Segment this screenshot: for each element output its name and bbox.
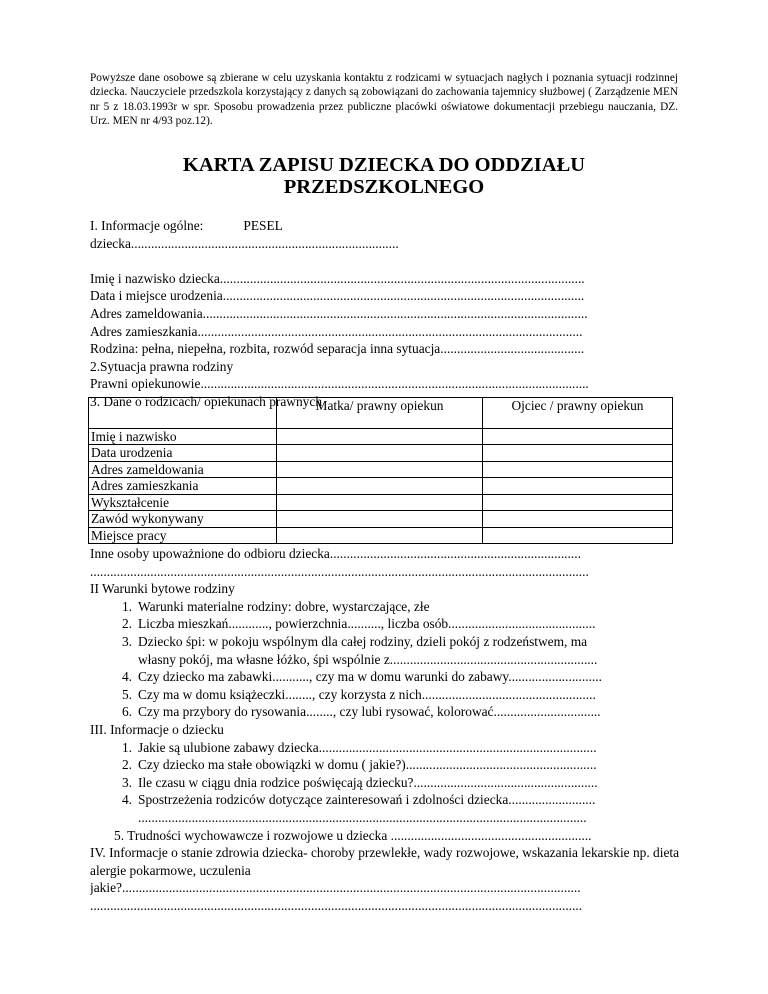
father-cell[interactable] [483, 511, 673, 528]
list-item [90, 615, 680, 633]
list-item [90, 791, 680, 809]
item-text[interactable]: Jakie są ulubione zabawy dziecka................................................................................... [138, 739, 597, 755]
father-cell[interactable] [483, 494, 673, 511]
item-text[interactable]: Dziecko śpi: w pokoju wspólnym dla całej rodziny, dzieli pokój z rodzeństwem, ma [138, 633, 588, 649]
child-name-field[interactable]: Imię i nazwisko dziecka............................................................................................................. [90, 270, 585, 286]
residence-address-field[interactable]: Adres zamieszkania................................................................................................................... [90, 323, 583, 339]
blank-spacer [90, 252, 680, 270]
father-cell[interactable] [483, 478, 673, 495]
item-text[interactable]: Warunki materialne rodziny: dobre, wystarczające, złe [138, 598, 430, 614]
authorized-persons-field[interactable]: Inne osoby upoważnione do odbioru dziecka........................................................................... [90, 546, 581, 561]
list-item [90, 703, 680, 721]
list-item [90, 686, 680, 704]
table-row [89, 461, 673, 478]
item-text[interactable]: Czy ma w domu książeczki........, czy korzysta z nich.................................................... [138, 686, 596, 702]
section-1-heading: I. Informacje ogólne: [90, 218, 204, 233]
mother-cell[interactable] [277, 494, 483, 511]
item-text[interactable]: Czy dziecko ma zabawki..........., czy ma w domu warunki do zabawy............................ [138, 669, 602, 685]
list-item-continuation[interactable]: ...................................................................................................................................... [138, 809, 587, 825]
health-info-continuation[interactable]: ................................................................................................................................................... [90, 897, 583, 913]
item-number: 2. [121, 616, 132, 632]
parents-table [88, 397, 673, 544]
section-3-heading: III. Informacje o dziecku [90, 721, 224, 737]
additional-info-section [90, 545, 680, 914]
legal-guardians-field[interactable]: Prawni opiekunowie.................................................................................................................... [90, 376, 589, 392]
mother-cell[interactable] [277, 527, 483, 544]
page-title [90, 154, 678, 198]
general-info-section [90, 217, 680, 411]
legal-situation-heading: 2.Sytuacja prawna rodziny [90, 358, 234, 374]
item-number: 1. [121, 739, 132, 755]
birth-date-place-field[interactable]: Data i miejsce urodzenia............................................................................................................ [90, 288, 585, 304]
item-number: 3. [121, 633, 132, 649]
table-header-row [89, 398, 673, 414]
father-cell[interactable] [483, 428, 673, 445]
title-line-1: KARTA ZAPISU DZIECKA DO ODDZIAŁU [182, 154, 586, 176]
item-text[interactable]: Spostrzeżenia rodziców dotyczące zainteresowań i zdolności dziecka.......................... [138, 792, 596, 808]
table-row [89, 511, 673, 528]
list-item [90, 774, 680, 792]
family-status-field[interactable]: Rodzina: pełna, niepełna, rozbita, rozwód separacja inna sytuacja........................................... [90, 341, 585, 357]
mother-cell[interactable] [277, 511, 483, 528]
table-row [89, 478, 673, 495]
section-4-heading: IV. Informacje o stanie zdrowia dziecka- choroby przewlekłe, wady rozwojowe, wskazania lekarskie np. dieta alergie pokarmowe, uczulenia [90, 845, 680, 878]
table-row [89, 494, 673, 511]
table-corner-cell [89, 398, 277, 414]
item-number: 3. [121, 774, 132, 790]
list-item [90, 633, 680, 651]
table-header-spacer [89, 414, 673, 429]
mother-column-header: Matka/ prawny opiekun [277, 398, 483, 414]
mother-cell[interactable] [277, 478, 483, 495]
item-number: 4. [121, 792, 132, 808]
table-row [89, 527, 673, 544]
row-label: Wykształcenie [89, 494, 277, 511]
list-item [90, 756, 680, 774]
privacy-notice: Powyższe dane osobowe są zbierane w celu uzyskania kontaktu z rodzicami w sytuacjach nagłych i poznania sytuacji rodzinnej dziecka. Nauczyciele przedszkola korzystający z danych są zobowiązani do zachowania tajemnicy służbowej ( Zarządzenie MEN nr 5 z 18.03.1993r w spr. Sposobu prowadzenia przez publiczne placówki oświatowe dokumentacji przebiegu nauczania, DZ. Urz. MEN nr 4/93 poz.12). [90, 72, 678, 128]
mother-cell[interactable] [277, 428, 483, 445]
item-text[interactable]: Czy dziecko ma stałe obowiązki w domu ( jakie?)......................................................... [138, 757, 597, 773]
section-2-heading: II Warunki bytowe rodziny [90, 581, 235, 597]
item-text[interactable]: Czy ma przybory do rysowania........, czy lubi rysować, kolorować................................ [138, 704, 601, 720]
item-text[interactable]: Ile czasu w ciągu dnia rodzice poświęcają dziecku?....................................................... [138, 774, 598, 790]
pesel-field[interactable]: dziecka................................................................................ [90, 235, 399, 251]
registered-address-field[interactable]: Adres zameldowania................................................................................................................... [90, 305, 588, 321]
table-row [89, 428, 673, 445]
general-info-heading-row [90, 217, 680, 235]
title-line-2: PRZEDSZKOLNEGO [283, 176, 485, 198]
row-label: Miejsce pracy [89, 527, 277, 544]
row-label: Imię i nazwisko [89, 428, 277, 445]
father-cell[interactable] [483, 461, 673, 478]
row-label: Zawód wykonywany [89, 511, 277, 528]
list-item-continuation[interactable]: własny pokój, ma własne łóżko, śpi wspólnie z.............................................................. [138, 651, 598, 667]
list-item [90, 739, 680, 757]
health-info-field[interactable]: jakie?......................................................................................................................................... [90, 880, 581, 896]
row-label: Data urodzenia [89, 445, 277, 462]
list-item [90, 668, 680, 686]
list-item[interactable]: 5. Trudności wychowawcze i rozwojowe u dziecka ............................................................ [114, 827, 592, 843]
father-column-header: Ojciec / prawny opiekun [483, 398, 673, 414]
item-number: 5. [121, 686, 132, 702]
mother-cell[interactable] [277, 445, 483, 462]
list-item [90, 598, 680, 616]
row-label: Adres zameldowania [89, 461, 277, 478]
father-cell[interactable] [483, 445, 673, 462]
item-number: 4. [121, 669, 132, 685]
item-number: 6. [121, 704, 132, 720]
item-number: 2. [121, 757, 132, 773]
pesel-label: PESEL [243, 218, 283, 233]
item-text[interactable]: Liczba mieszkań............, powierzchnia.........., liczba osób............................................ [138, 616, 596, 632]
authorized-persons-continuation[interactable]: ..................................................................................................................................................... [90, 563, 589, 579]
father-cell[interactable] [483, 527, 673, 544]
parents-data-heading: 3. Dane o rodzicach/ opiekunach prawnych [90, 393, 323, 409]
table-row [89, 445, 673, 462]
row-label: Adres zamieszkania [89, 478, 277, 495]
mother-cell[interactable] [277, 461, 483, 478]
item-number: 1. [121, 598, 132, 614]
